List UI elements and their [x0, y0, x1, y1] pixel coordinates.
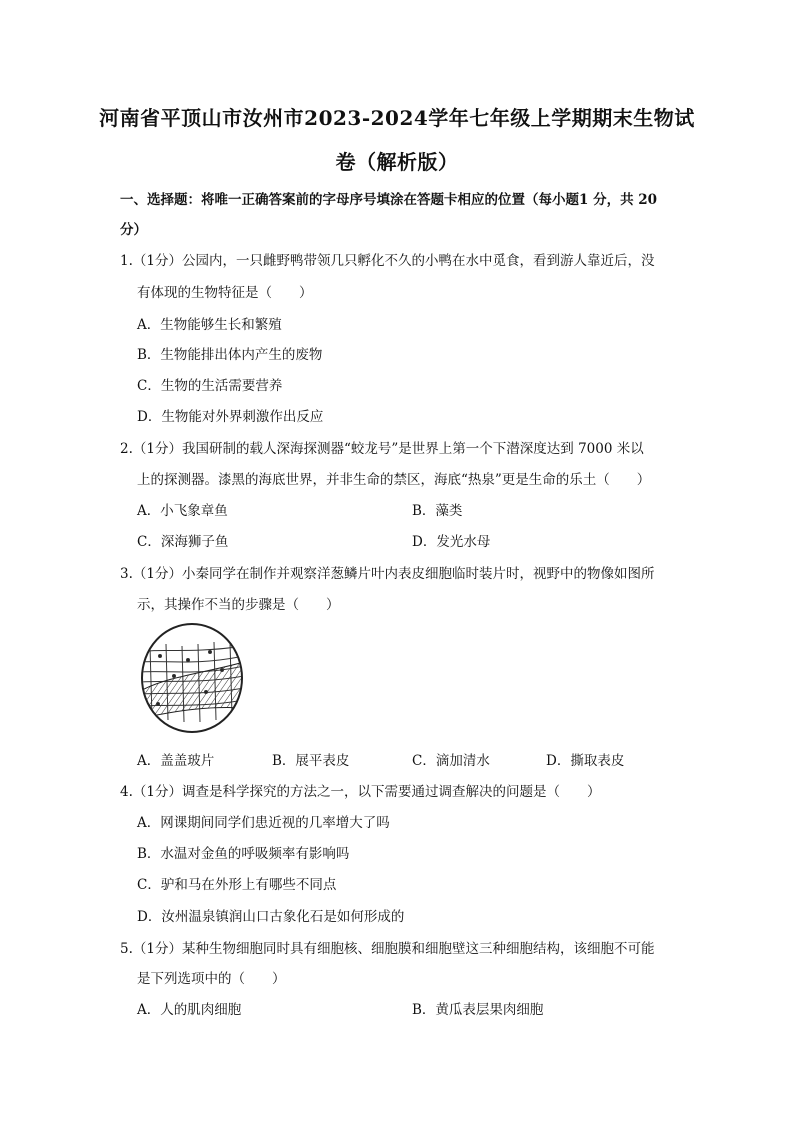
question-2-stem-line2: 上的探测器。漆黑的海底世界，并非生命的禁区，海底“热泉”更是生命的乐土（ ）: [137, 472, 651, 488]
question-1-option-d[interactable]: D．生物能对外界刺激作出反应: [137, 409, 324, 425]
question-1-option-b[interactable]: B．生物能排出体内产生的废物: [137, 347, 323, 363]
section-heading-line1: 一、选择题：将唯一正确答案前的字母序号填涂在答题卡相应的位置（每小题1 分，共 20: [120, 192, 658, 208]
onion-cell-microscope-image: [140, 622, 244, 734]
question-2-option-b[interactable]: B．藻类: [412, 503, 463, 519]
question-2-option-c[interactable]: C．深海狮子鱼: [137, 534, 229, 550]
question-4-stem-line1: 4.（1分）调查是科学探究的方法之一，以下需要通过调查解决的问题是（ ）: [120, 784, 601, 800]
question-2-stem-line1: 2.（1分）我国研制的载人深海探测器“蛟龙号”是世界上第一个下潜深度达到 7000 米以: [120, 441, 644, 457]
question-3-option-b[interactable]: B．展平表皮: [272, 753, 350, 769]
question-3-stem-line2: 示，其操作不当的步骤是（ ）: [137, 597, 340, 613]
question-3-option-d[interactable]: D．撕取表皮: [546, 753, 625, 769]
question-4-option-b[interactable]: B．水温对金鱼的呼吸频率有影响吗: [137, 846, 350, 862]
question-2-option-d[interactable]: D．发光水母: [412, 534, 491, 550]
question-4-option-c[interactable]: C．驴和马在外形上有哪些不同点: [137, 877, 337, 893]
question-1-option-c[interactable]: C．生物的生活需要营养: [137, 378, 283, 394]
question-4-option-d[interactable]: D．汝州温泉镇润山口古象化石是如何形成的: [137, 909, 405, 925]
microscope-view-figure: [140, 622, 244, 738]
question-3-stem-line1: 3.（1分）小秦同学在制作并观察洋葱鳞片叶内表皮细胞临时装片时，视野中的物像如图所: [120, 566, 655, 582]
question-5-stem-line2: 是下列选项中的（ ）: [137, 971, 286, 987]
question-1-option-a[interactable]: A．生物能够生长和繁殖: [137, 317, 282, 333]
question-3-option-c[interactable]: C．滴加清水: [412, 753, 490, 769]
question-1-stem-line2: 有体现的生物特征是（ ）: [137, 285, 313, 301]
question-1-stem-line1: 1.（1分）公园内，一只雌野鸭带领几只孵化不久的小鸭在水中觅食，看到游人靠近后，没: [120, 253, 655, 269]
question-4-option-a[interactable]: A．网课期间同学们患近视的几率增大了吗: [137, 815, 390, 831]
question-5-option-b[interactable]: B．黄瓜表层果肉细胞: [412, 1002, 544, 1018]
section-heading-line2: 分）: [120, 222, 147, 238]
question-5-option-a[interactable]: A．人的肌肉细胞: [137, 1002, 242, 1018]
question-5-stem-line1: 5.（1分）某种生物细胞同时具有细胞核、细胞膜和细胞壁这三种细胞结构，该细胞不可能: [120, 941, 655, 957]
question-3-option-a[interactable]: A．盖盖玻片: [137, 753, 215, 769]
page-title-line2: 卷（解析版）: [335, 150, 459, 174]
question-2-option-a[interactable]: A．小飞象章鱼: [137, 503, 228, 519]
page-title-line1: 河南省平顶山市汝州市2023-2024学年七年级上学期期末生物试: [99, 106, 695, 130]
